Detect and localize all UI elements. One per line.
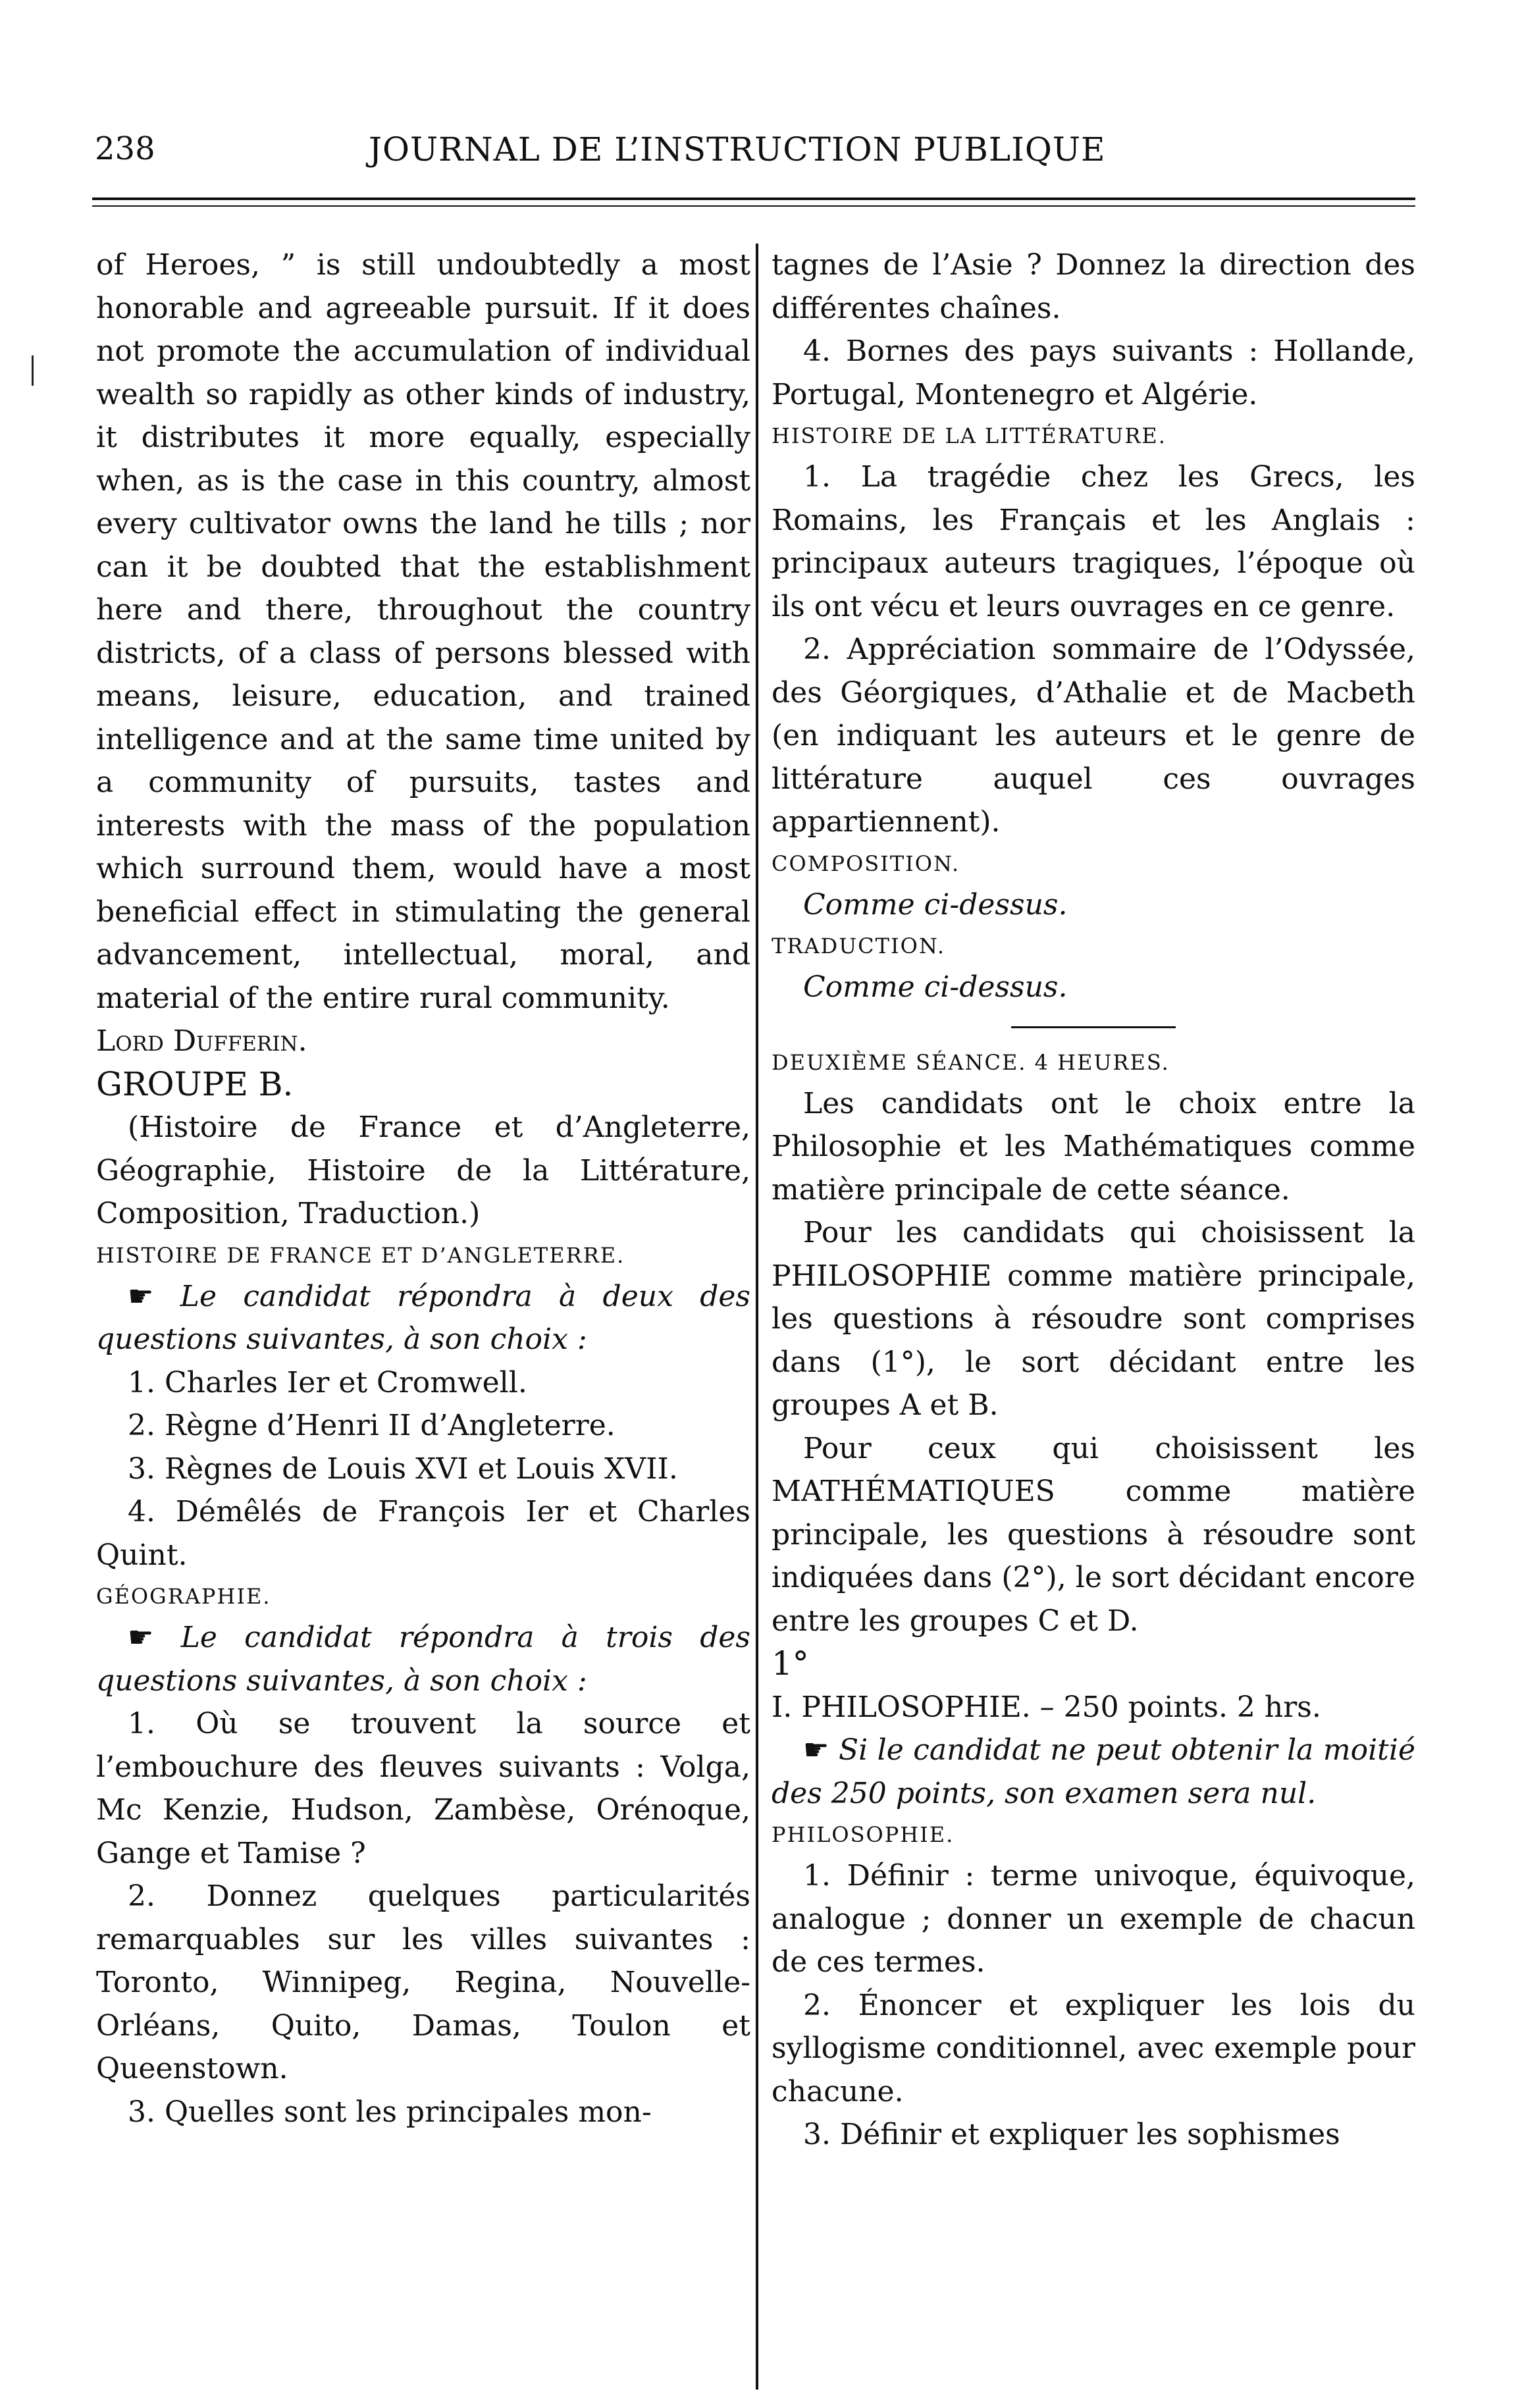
philosophie-instruction: Si le candidat ne peut obtenir la moitié des 250 points, son examen sera nul. — [772, 1733, 1415, 1810]
right-column — [772, 244, 1415, 2157]
seance-paragraph: Pour ceux qui choisissent les MATHÉMATIQUES comme matière principale, les questions à résoudre sont indiquées dans (2°), le sort décidant encore entre les groupes C et D. — [772, 1431, 1415, 1638]
composition-heading: COMPOSITION. — [772, 851, 960, 876]
litterature-item: 1. La tragédie chez les Grecs, les Romains, les Français et les Anglais : principaux auteurs tragiques, l’époque où ils ont vécu et leurs ouvrages en ce genre. — [772, 460, 1415, 623]
page-number: 238 — [95, 130, 155, 167]
histoire-instruction: Le candidat répondra à deux des questions suivantes, à son choix : — [96, 1279, 750, 1356]
geo-heading: GÉOGRAPHIE. — [96, 1584, 271, 1609]
margin-mark — [32, 355, 34, 386]
litterature-heading: HISTOIRE DE LA LITTÉRATURE. — [772, 423, 1166, 448]
geo-item: 1. Où se trouvent la source et l’embouchure des fleuves suivants : Volga, Mc Kenzie, Hudson, Zambèse, Orénoque, Gange et Tamise ? — [96, 1707, 750, 1870]
pointing-hand-icon: ☛ — [803, 1733, 829, 1767]
pointing-hand-icon: ☛ — [128, 1621, 154, 1654]
litterature-item: 2. Appréciation sommaire de l’Odyssée, des Géorgiques, d’Athalie et de Macbeth (en indiquant les auteurs et le genre de littérature auquel ces ouvrages appartiennent). — [772, 633, 1415, 839]
histoire-item: 2. Règne d’Henri II d’Angleterre. — [128, 1409, 616, 1442]
philosophie-item: 3. Définir et expliquer les sophismes — [803, 2118, 1340, 2151]
philosophie-item: 1. Définir : terme univoque, équivoque, analogue ; donner un exemple de chacun de ces termes. — [772, 1859, 1415, 1979]
signature: Lord Dufferin. — [96, 1024, 307, 1058]
running-header — [92, 130, 1330, 176]
philosophie-instruction-para — [772, 1729, 1415, 1815]
groupe-b-description: (Histoire de France et d’Angleterre, Géographie, Histoire de la Littérature, Composition, Traduction.) — [96, 1111, 750, 1230]
journal-title: JOURNAL DE L’INSTRUCTION PUBLIQUE — [369, 130, 1106, 169]
histoire-item: 1. Charles Ier et Cromwell. — [128, 1365, 527, 1400]
paragraph-heroes: of Heroes, ” is still undoubtedly a most honorable and agreeable pursuit. If it does not promote the accumulation of individual wealth so rapidly as other kinds of industry, it distributes it more equally, especially when, as is the case in this country, almost every cultivator owns the land he tills ; nor can it be doubted that the establishment here and there, throughout the country districts, of a class of persons blessed with means, leisure, education, and trained intelligence and at the same time united by a community of pursuits, tastes and interests with the mass of the population which surround them, would have a most beneficial effect in stimulating the general advancement, intellectual, moral, and material of the entire rural community. — [96, 248, 750, 1015]
column-divider — [756, 244, 758, 2390]
left-column — [96, 244, 750, 2133]
traduction-text: Comme ci-dessus. — [803, 970, 1068, 1004]
section-number: 1° — [772, 1644, 809, 1683]
section-divider — [1011, 1026, 1176, 1028]
histoire-instruction-para — [96, 1275, 750, 1361]
seance-heading: DEUXIÈME SÉANCE. 4 HEURES. — [772, 1049, 1170, 1075]
seance-paragraph: Les candidats ont le choix entre la Philosophie et les Mathématiques comme matière principale de cette séance. — [772, 1086, 1415, 1207]
geo-item: 4. Bornes des pays suivants : Hollande, Portugal, Montenegro et Algérie. — [772, 334, 1415, 411]
philosophie-item: 2. Énoncer et expliquer les lois du syllogisme conditionnel, avec exemple pour chacune. — [772, 1988, 1415, 2108]
header-rule — [92, 197, 1415, 200]
histoire-item: 4. Démêlés de François Ier et Charles Quint. — [96, 1495, 750, 1572]
geo-continuation: tagnes de l’Asie ? Donnez la direction des différentes chaînes. — [772, 248, 1415, 325]
geo-instruction-para — [96, 1616, 750, 1702]
philosophie-title: I. PHILOSOPHIE. – 250 points. 2 hrs. — [772, 1690, 1321, 1724]
geo-item: 2. Donnez quelques particularités remarquables sur les villes suivantes : Toronto, Winnipeg, Regina, Nouvelle-Orléans, Quito, Damas, Toulon et Queenstown. — [96, 1879, 750, 2085]
philosophie-heading: PHILOSOPHIE. — [772, 1822, 955, 1847]
geo-item: 3. Quelles sont les principales mon- — [128, 2095, 652, 2129]
pointing-hand-icon: ☛ — [128, 1279, 154, 1313]
traduction-heading: TRADUCTION. — [772, 933, 945, 958]
header-rule-thin — [92, 205, 1415, 207]
histoire-heading: HISTOIRE DE FRANCE ET D’ANGLETERRE. — [96, 1242, 625, 1268]
composition-text: Comme ci-dessus. — [803, 887, 1068, 922]
geo-instruction: Le candidat répondra à trois des questions suivantes, à son choix : — [96, 1621, 750, 1698]
histoire-item: 3. Règnes de Louis XVI et Louis XVII. — [128, 1452, 678, 1486]
groupe-b-heading: GROUPE B. — [96, 1064, 294, 1103]
seance-paragraph: Pour les candidats qui choisissent la PHILOSOPHIE comme matière principale, les questions à résoudre sont comprises dans (1°), le sort décidant entre les groupes A et B. — [772, 1216, 1415, 1422]
